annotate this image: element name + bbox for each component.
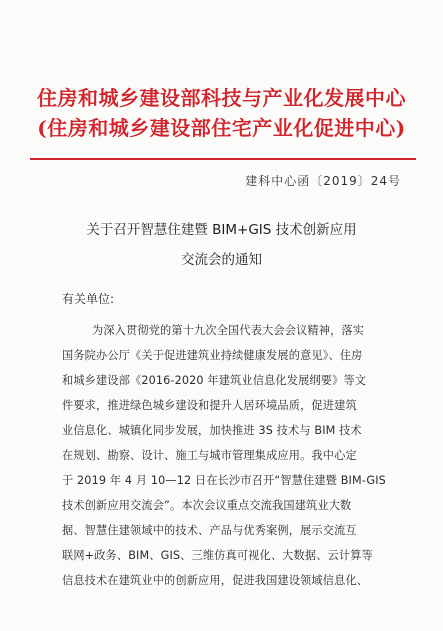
letterhead-line-2: (住房和城乡建设部住宅产业化促进中心) [37,116,406,140]
body-line-3: 和城乡建设部《2016-2020 年建筑业信息化发展纲要》等文 [62,374,367,387]
body-line-7: 于 2019 年 4 月 10—12 日在长沙市召开“智慧住建暨 BIM-GIS [62,474,386,487]
letterhead-divider [30,158,416,160]
document-number: 建科中心函〔2019〕24号 [245,174,401,188]
body-line-6: 在规划、勘察、设计、施工与城市管理集成应用。我中心定 [62,449,357,462]
body-line-9: 据、智慧住建领域中的技术、产品与优秀案例，展示交流互 [62,524,357,537]
notice-title-line-1: 关于召开智慧住建暨 BIM+GIS 技术创新应用 [86,222,357,238]
body-line-2: 国务院办公厅《关于促进建筑业持续健康发展的意见》、住房 [62,349,363,362]
body-line-8: 技术创新应用交流会”。本次会议重点交流我国建筑业大数 [62,499,352,512]
body-line-11: 信息技术在建筑业中的创新应用，促进我国建设领域信息化、 [62,574,369,587]
body-line-1: 为深入贯彻党的第十九次全国代表大会会议精神，落实 [92,324,365,337]
body-line-5: 业信息化、城镇化同步发展，加快推进 3S 技术与 BIM 技术 [62,424,362,437]
letterhead-line-1: 住房和城乡建设部科技与产业化发展中心 [37,86,406,110]
salutation: 有关单位: [62,292,115,306]
notice-title-line-2: 交流会的通知 [181,252,262,268]
body-line-4: 件要求，推进绿色城乡建设和提升人居环境品质，促进建筑 [62,399,357,412]
body-line-10: 联网+政务、BIM、GIS、三维仿真可视化、大数据、云计算等 [62,549,373,562]
